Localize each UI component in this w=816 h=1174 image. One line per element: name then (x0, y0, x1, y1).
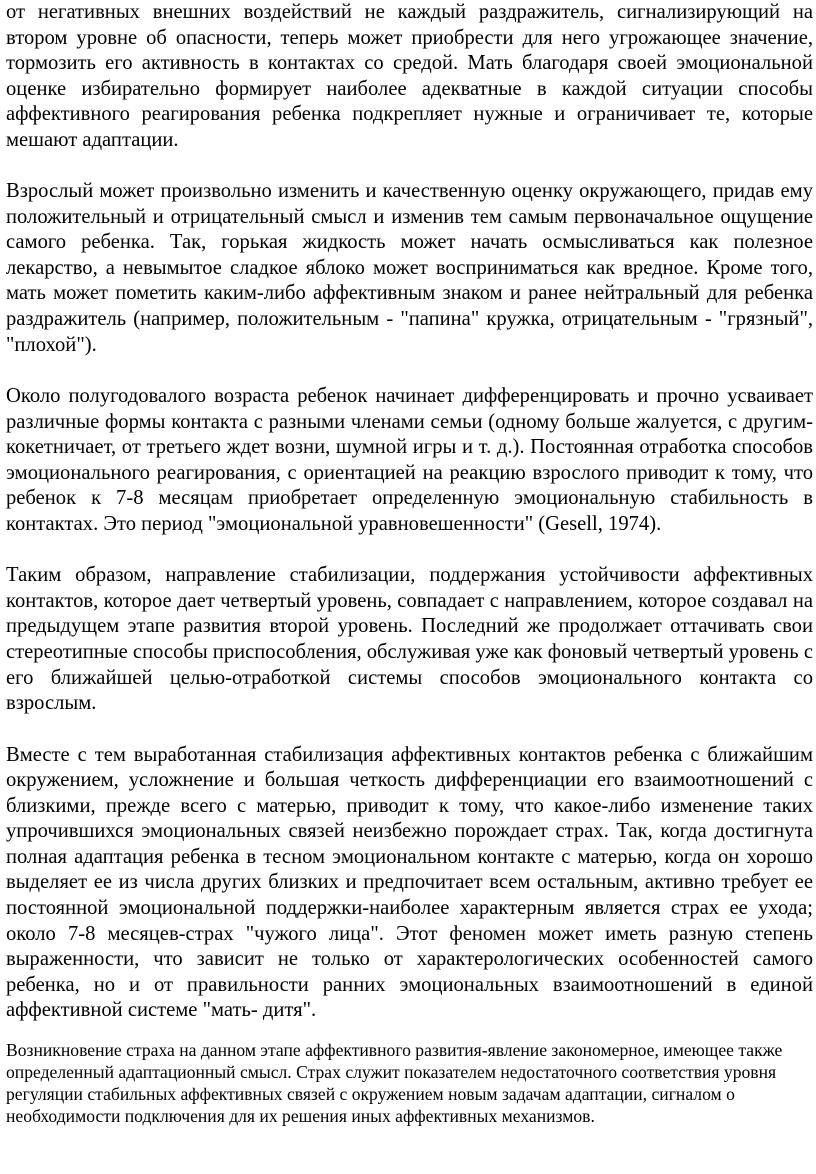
paragraph-2: Взрослый может произвольно изменить и качественную оценку окружающего, придав ему положительный и отрицательный смысл и изменив тем самым первоначальное ощущение самого ребенка. Так, горькая жидкость может начать осмысливаться как полезное лекарство, а невымытое сладкое яблоко может восприниматься как вредное. Кроме того, мать может пометить каким-либо аффективным знаком и ранее нейтральный для ребенка раздражитель (например, положительным - "папина" кружка, отрицательным - "грязный", "плохой"). (6, 180, 813, 356)
paragraph-4: Таким образом, направление стабилизации, поддержания устойчивости аффективных контактов, которое дает четвертый уровень, совпадает с направлением, которое создавал на предыдущем этапе развития второй уровень. Последний же продолжает оттачивать свои стереотипные способы приспособления, обслуживая уже как фоновый четвертый уровень с его ближайшей целью-отработкой системы способов эмоционального контакта со взрослым. (6, 564, 813, 715)
paragraph-gap (6, 153, 813, 179)
paragraph-gap (6, 358, 813, 384)
paragraph-final: Возникновение страха на данном этапе аффективного развития-явление закономерное, имеющее также определенный адаптационный смысл. Страх служит показателем недостаточного соответствия уровня регуляции стабильных аффективных связей с окружением новым задачам адаптации, сигналом о необходимости подключения для их решения иных аффективных механизмов. (6, 1039, 783, 1126)
paragraph-gap (6, 717, 813, 743)
paragraph-5: Вместе с тем выработанная стабилизация аффективных контактов ребенка с ближайшим окружением, усложнение и большая четкость дифференциации его взаимоотношений с близкими, прежде всего с матерью, приводит к тому, что какое-либо изменение таких упрочившихся эмоциональных связей неизбежно порождает страх. Так, когда достигнута полная адаптация ребенка в тесном эмоциональном контакте с матерью, когда он хорошо выделяет ее из числа других близких и предпочитает всем остальным, активно требует ее постоянной эмоциональной поддержки-наиболее характерным является страх ее ухода; около 7-8 месяцев-страх "чужого лица". Этот феномен может иметь разную степень выраженности, что зависит не только от характерологических особенностей самого ребенка, но и от правильности ранних эмоциональных взаимоотношений в единой аффективной системе "мать- дитя". (6, 743, 813, 1022)
paragraph-gap (6, 1024, 813, 1039)
paragraph-gap (6, 537, 813, 563)
paragraph-3: Около полугодовалого возраста ребенок начинает дифференцировать и прочно усваивает различные формы контакта с разными членами семьи (одному больше жалуется, с другим- кокетничает, от третьего ждет возни, шумной игры и т. д.). Постоянная отработка способов эмоционального реагирования, с ориентацией на реакцию взрослого приводит к тому, что ребенок к 7-8 месяцам приобретает определенную эмоциональную стабильность в контактах. Это период "эмоциональной уравновешенности" (Gesell, 1974). (6, 385, 813, 535)
document-page (6, 0, 813, 1127)
paragraph-1: от негативных внешних воздействий не каждый раздражитель, сигнализирующий на втором уровне об опасности, теперь может приобрести для него угрожающее значение, тормозить его активность в контактах со средой. Мать благодаря своей эмоциональной оценке избирательно формирует наиболее адекватные в каждой ситуации способы аффективного реагирования ребенка подкрепляет нужные и ограничивает те, которые мешают адаптации. (6, 1, 813, 151)
